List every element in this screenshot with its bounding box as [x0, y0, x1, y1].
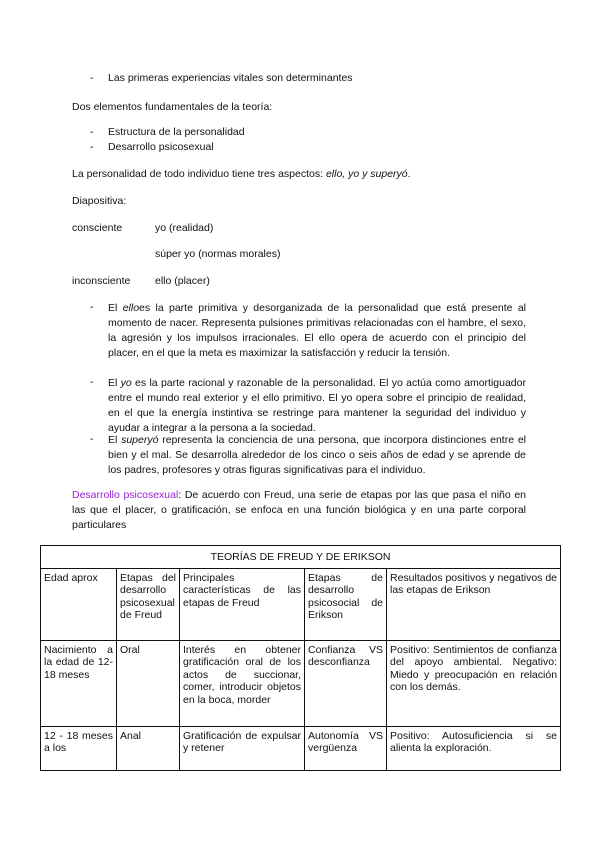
description-body: representa la conciencia de una persona, que incorpora distinciones entre el bien y el mal. Se desarrolla alrededor de los cinco o seis años de edad y se aprende de los padres, profesores y otras figuras significativas para el individuo. [108, 434, 526, 476]
intro-bullet-text: Las primeras experiencias vitales son determinantes [108, 72, 353, 84]
bullet-dash: - [90, 301, 94, 313]
description-body: es la parte primitiva y desorganizada de la personalidad que está presente al momento de nacer. Representa pulsiones primitivas relacionadas con el hambre, el sexo, la agresión y los impulsos irracionales. El ello opera de acuerdo con el principio del placer, en el que la meta es maximizar la satisfacción y reducir la tensión. [108, 302, 526, 359]
description-term: yo [120, 377, 132, 389]
table-title: TEORÍAS DE FREUD Y DE ERIKSON [41, 546, 561, 569]
elements-item: Estructura de la personalidad [108, 126, 245, 138]
theories-table [40, 545, 561, 771]
description-yo [108, 376, 526, 436]
diagram-superyo: súper yo (normas morales) [155, 248, 281, 260]
bullet-dash: - [90, 126, 94, 138]
table-header: Etapas del desarrollo psicosexual de Freud [117, 568, 180, 640]
description-body: es la parte racional y razonable de la personalidad. El yo actúa como amortiguador entre el mundo real exterior y el ello primitivo. El yo opera sobre el principio de realidad, en el que la energía instintiva se restringe para mantener la seguridad del individuo y ayudar a integrar a la persona a la sociedad. [108, 377, 526, 434]
table-cell: Anal [117, 726, 180, 770]
table-header: Resultados positivos y negativos de las etapas de Erikson [387, 568, 561, 640]
bullet-dash: - [90, 141, 94, 153]
elements-item: Desarrollo psicosexual [108, 141, 214, 153]
description-superyo [108, 433, 526, 478]
diagram-ello: ello (placer) [155, 275, 210, 287]
table-header-row [41, 568, 561, 640]
elements-heading: Dos elementos fundamentales de la teoría: [72, 101, 273, 113]
bullet-dash: - [90, 72, 94, 84]
table-cell: Nacimiento a la edad de 12-18 meses [41, 640, 117, 726]
table-cell: Positivo: Sentimientos de confianza del apoyo ambiental. Negativo: Miedo y preocupación en relación con los demás. [387, 640, 561, 726]
diagram-yo: yo (realidad) [155, 222, 214, 234]
diagram-consciente: consciente [72, 222, 123, 234]
aspects-end: . [407, 168, 411, 180]
description-term: superyó [121, 434, 159, 446]
table-cell: Confianza VS desconfianza [305, 640, 387, 726]
aspects-text: La personalidad de todo individuo tiene tres aspectos: [72, 168, 326, 180]
table-cell: 12 - 18 meses a los [41, 726, 117, 770]
table-row [41, 726, 561, 770]
psychosexual-text: : De acuerdo con Freud, una serie de etapas por las que pasa el niño en las que el placer, o gratificación, se enfoca en una función biológica y en una parte corporal particulares [72, 489, 527, 531]
description-pre: El [108, 302, 123, 314]
table-row [41, 640, 561, 726]
aspects-line [72, 168, 411, 180]
table-cell: Autonomía VS vergüenza [305, 726, 387, 770]
description-term: ello [122, 302, 140, 314]
table-cell: Oral [117, 640, 180, 726]
slide-label: Diapositiva: [72, 195, 127, 207]
table-header: Edad aprox [41, 568, 117, 640]
table-header: Etapas de desarrollo psicosocial de Erikson [305, 568, 387, 640]
psychosexual-paragraph [72, 488, 526, 533]
aspects-italic: ello, yo y superyó [325, 168, 408, 180]
table-cell: Positivo: Autosuficiencia si se alienta la exploración. [387, 726, 561, 770]
description-ello [108, 301, 526, 361]
description-pre: El [108, 434, 122, 446]
table-title-row [41, 546, 561, 569]
table-cell: Gratificación de expulsar y retener [180, 726, 305, 770]
table-cell: Interés en obtener gratificación oral de los actos de succionar, comer, introducir objetos en la boca, morder [180, 640, 305, 726]
bullet-dash: - [90, 433, 94, 445]
description-pre: El [108, 377, 121, 389]
table-header: Principales características de las etapas de Freud [180, 568, 305, 640]
diagram-inconsciente: inconsciente [72, 275, 131, 287]
psychosexual-label: Desarrollo psicosexual [72, 489, 179, 501]
bullet-dash: - [90, 376, 94, 388]
